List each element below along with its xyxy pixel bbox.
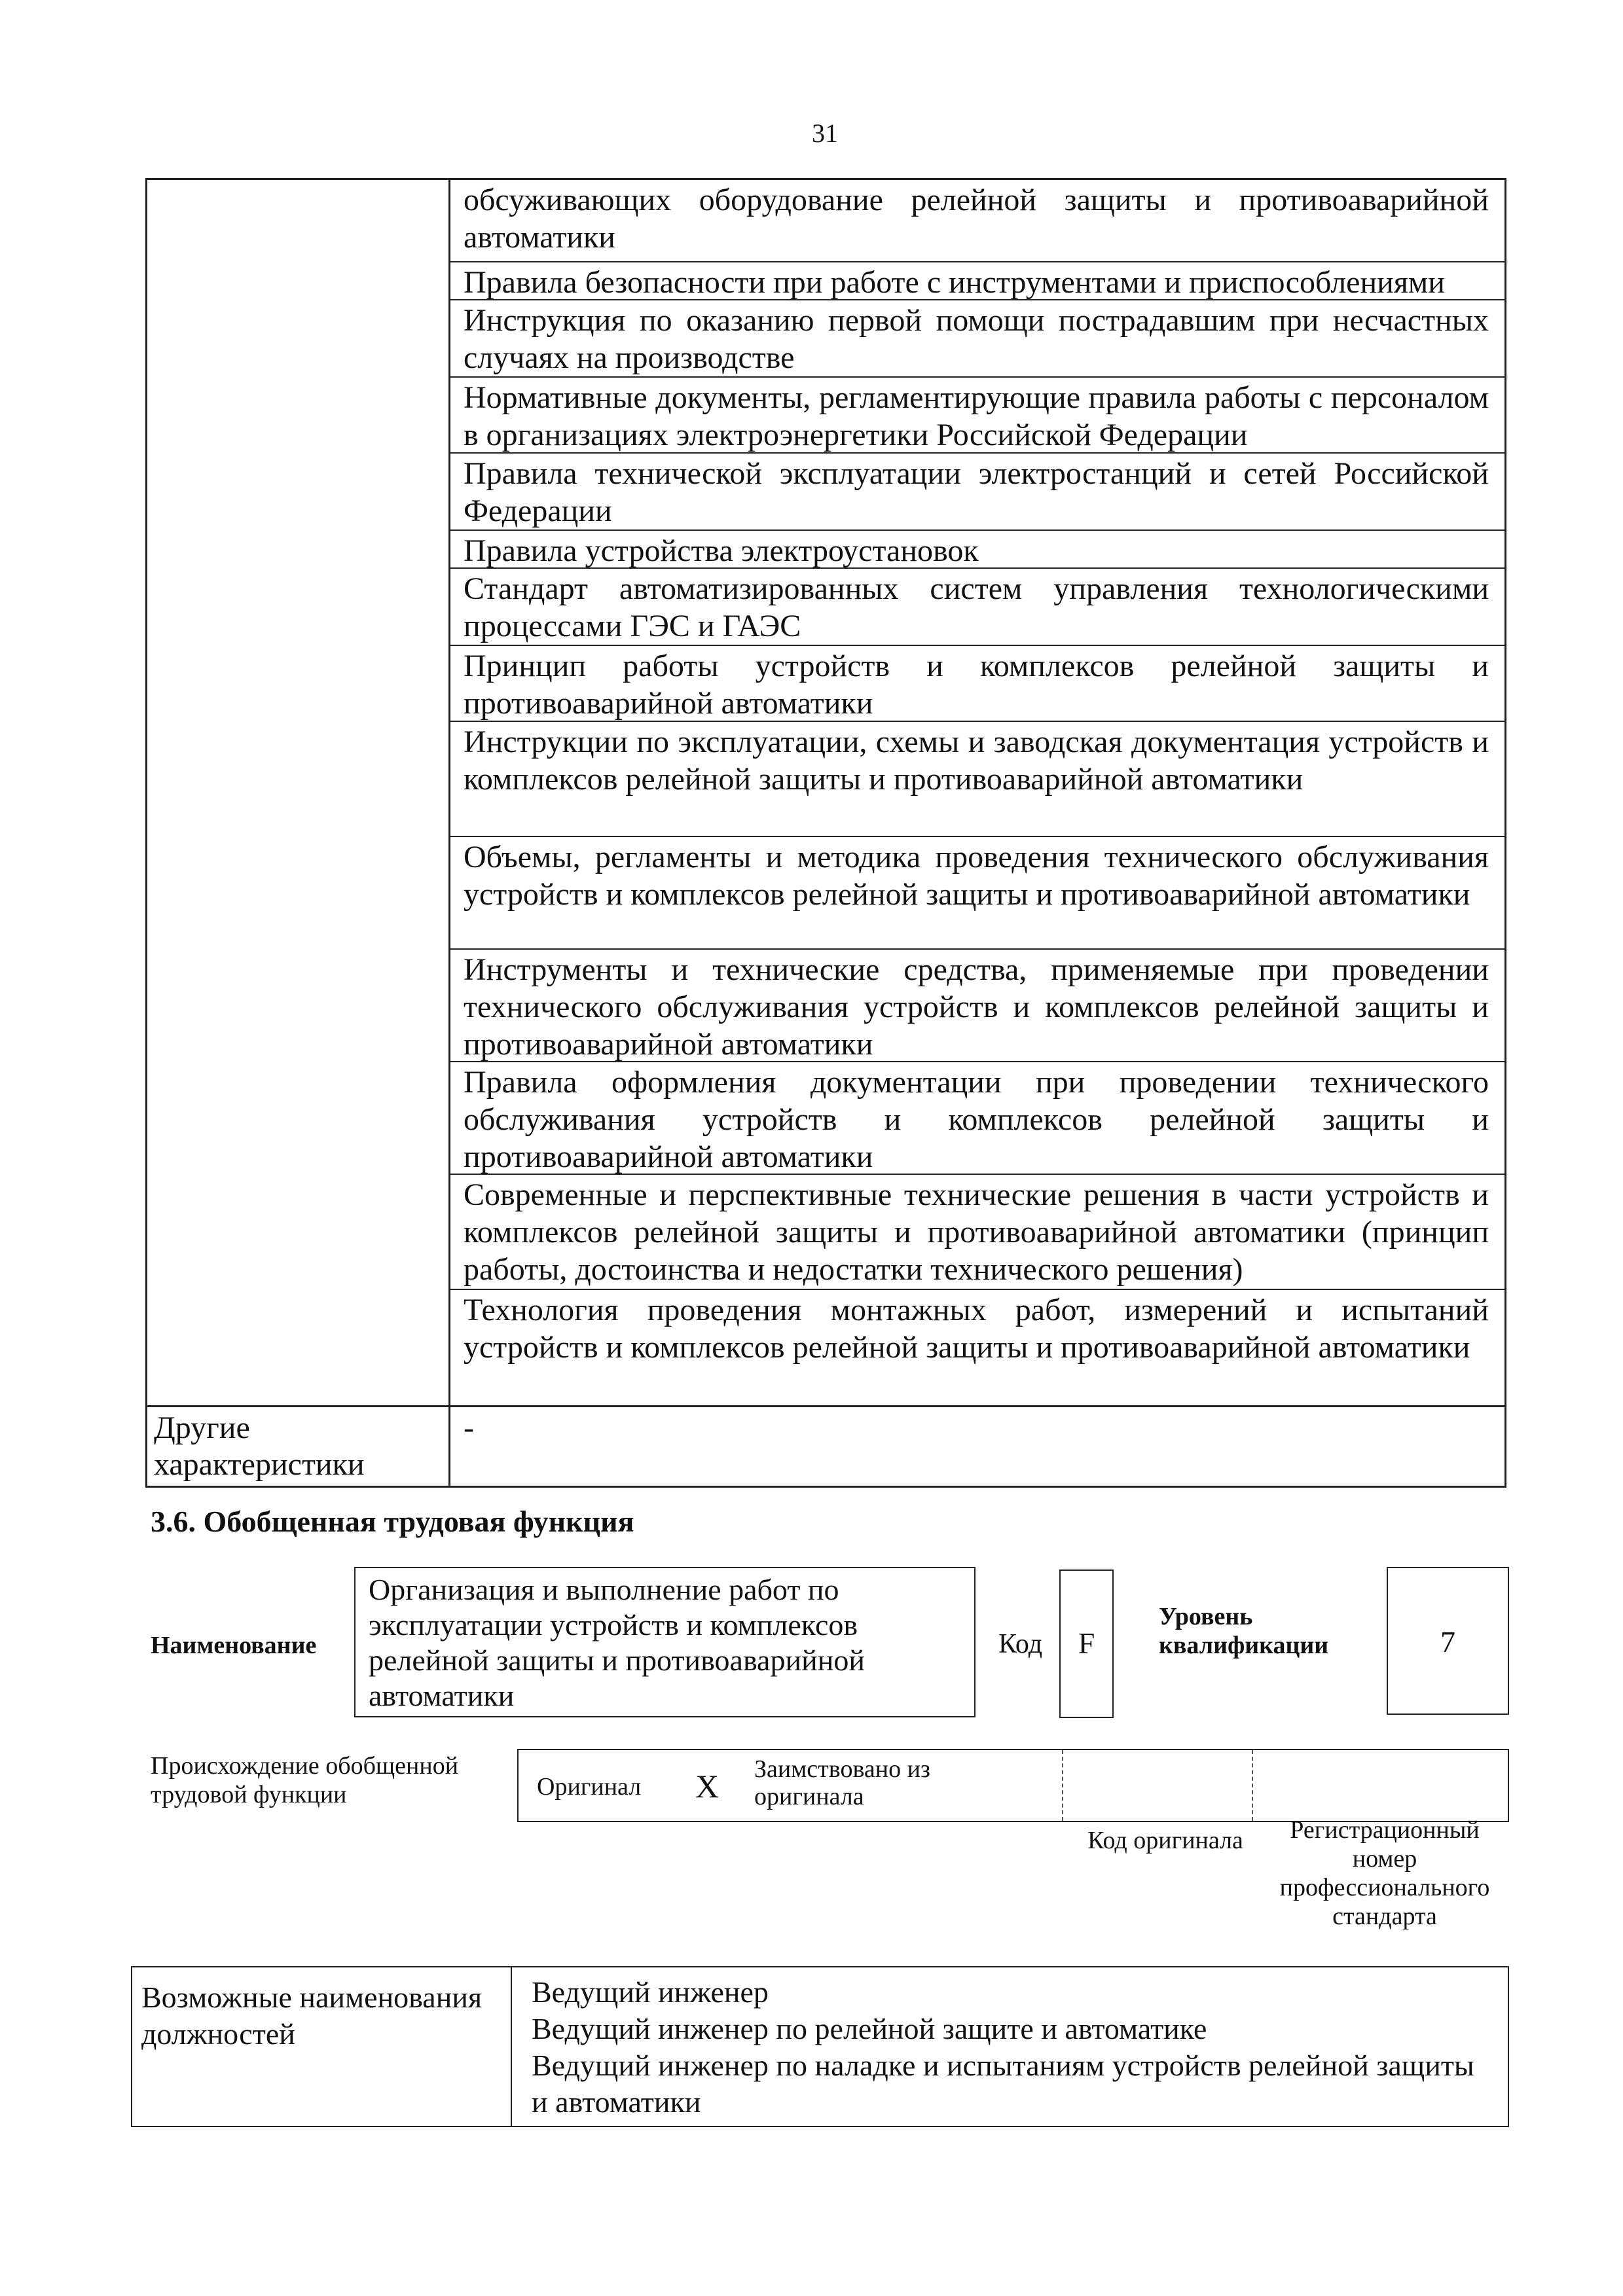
position-item: Ведущий инженер по релейной защите и автоматике	[532, 2012, 1207, 2045]
original-code-caption: Код оригинала	[1087, 1827, 1243, 1854]
section-title: 3.6. Обобщенная трудовая функция	[151, 1505, 634, 1538]
knowledge-row: Стандарт автоматизированных систем управления технологическими процессами ГЭС и ГАЭС	[450, 569, 1504, 646]
knowledge-rows	[450, 180, 1504, 1486]
knowledge-table	[145, 178, 1506, 1488]
knowledge-row: Инструменты и технические средства, применяемые при проведении технического обслуживания устройств и комплексов релейной защиты и противоаварийной автоматики	[450, 950, 1504, 1062]
positions-label: Возможные наименования должностей	[132, 1967, 512, 2126]
registration-number-caption: Регистрационный номер профессионального стандарта	[1279, 1816, 1490, 1930]
other-characteristics-value: -	[464, 1410, 474, 1445]
function-name-value: Организация и выполнение работ по эксплуатации устройств и комплексов релейной защиты и противоаварийной автоматики	[354, 1567, 976, 1717]
position-item: Ведущий инженер по наладке и испытаниям устройств релейной защиты и автоматики	[532, 2049, 1474, 2119]
page-number: 31	[812, 118, 838, 148]
knowledge-row: Современные и перспективные технические решения в части устройств и комплексов релейной защиты и противоаварийной автоматики (принцип работы, достоинства и недостатки технического решения)	[450, 1175, 1504, 1290]
qualification-level-label: Уровень квалификации	[1159, 1603, 1329, 1659]
function-name-label: Наименование	[151, 1632, 317, 1659]
knowledge-label-cell	[147, 180, 450, 1486]
knowledge-row: обсуживающих оборудование релейной защиты и противоаварийной автоматики	[450, 180, 1504, 262]
qualification-level-value: 7	[1387, 1567, 1509, 1715]
origin-table	[517, 1749, 1509, 1822]
origin-divider	[1062, 1750, 1063, 1821]
original-mark: X	[695, 1768, 720, 1804]
function-code-label: Код	[998, 1629, 1043, 1659]
positions-table	[131, 1966, 1509, 2127]
function-code-value: F	[1059, 1570, 1114, 1718]
original-label: Оригинал	[537, 1773, 642, 1801]
knowledge-row: Технология проведения монтажных работ, измерений и испытаний устройств и комплексов релейной защиты и противоаварийной автоматики	[464, 1293, 1489, 1365]
origin-label: Происхождение обобщенной трудовой функции	[151, 1752, 459, 1808]
knowledge-row: Инструкция по оказанию первой помощи пострадавшим при несчастных случаях на производстве	[450, 300, 1504, 378]
knowledge-row: Правила технической эксплуатации электростанций и сетей Российской Федерации	[450, 454, 1504, 531]
borrowed-label: Заимствовано из оригинала	[754, 1755, 930, 1810]
knowledge-row: Объемы, регламенты и методика проведения технического обслуживания устройств и комплексов релейной защиты и противоаварийной автоматики	[450, 837, 1504, 950]
knowledge-row: Правила безопасности при работе с инструментами и приспособлениями	[450, 262, 1504, 300]
other-characteristics-label: Другие характеристики	[154, 1410, 365, 1482]
origin-divider	[1252, 1750, 1253, 1821]
other-characteristics-row	[147, 1405, 1504, 1488]
knowledge-row: Нормативные документы, регламентирующие правила работы с персоналом в организациях электроэнергетики Российской Федерации	[450, 378, 1504, 454]
knowledge-row: Правила оформления документации при проведении технического обслуживания устройств и комплексов релейной защиты и противоаварийной автоматики	[450, 1062, 1504, 1175]
knowledge-row: Принцип работы устройств и комплексов релейной защиты и противоаварийной автоматики	[450, 646, 1504, 722]
positions-list	[512, 1967, 1508, 2132]
position-item: Ведущий инженер	[532, 1975, 769, 2009]
knowledge-row: Инструкции по эксплуатации, схемы и заводская документация устройств и комплексов релейной защиты и противоаварийной автоматики	[450, 722, 1504, 837]
knowledge-row: Правила устройства электроустановок	[450, 531, 1504, 569]
